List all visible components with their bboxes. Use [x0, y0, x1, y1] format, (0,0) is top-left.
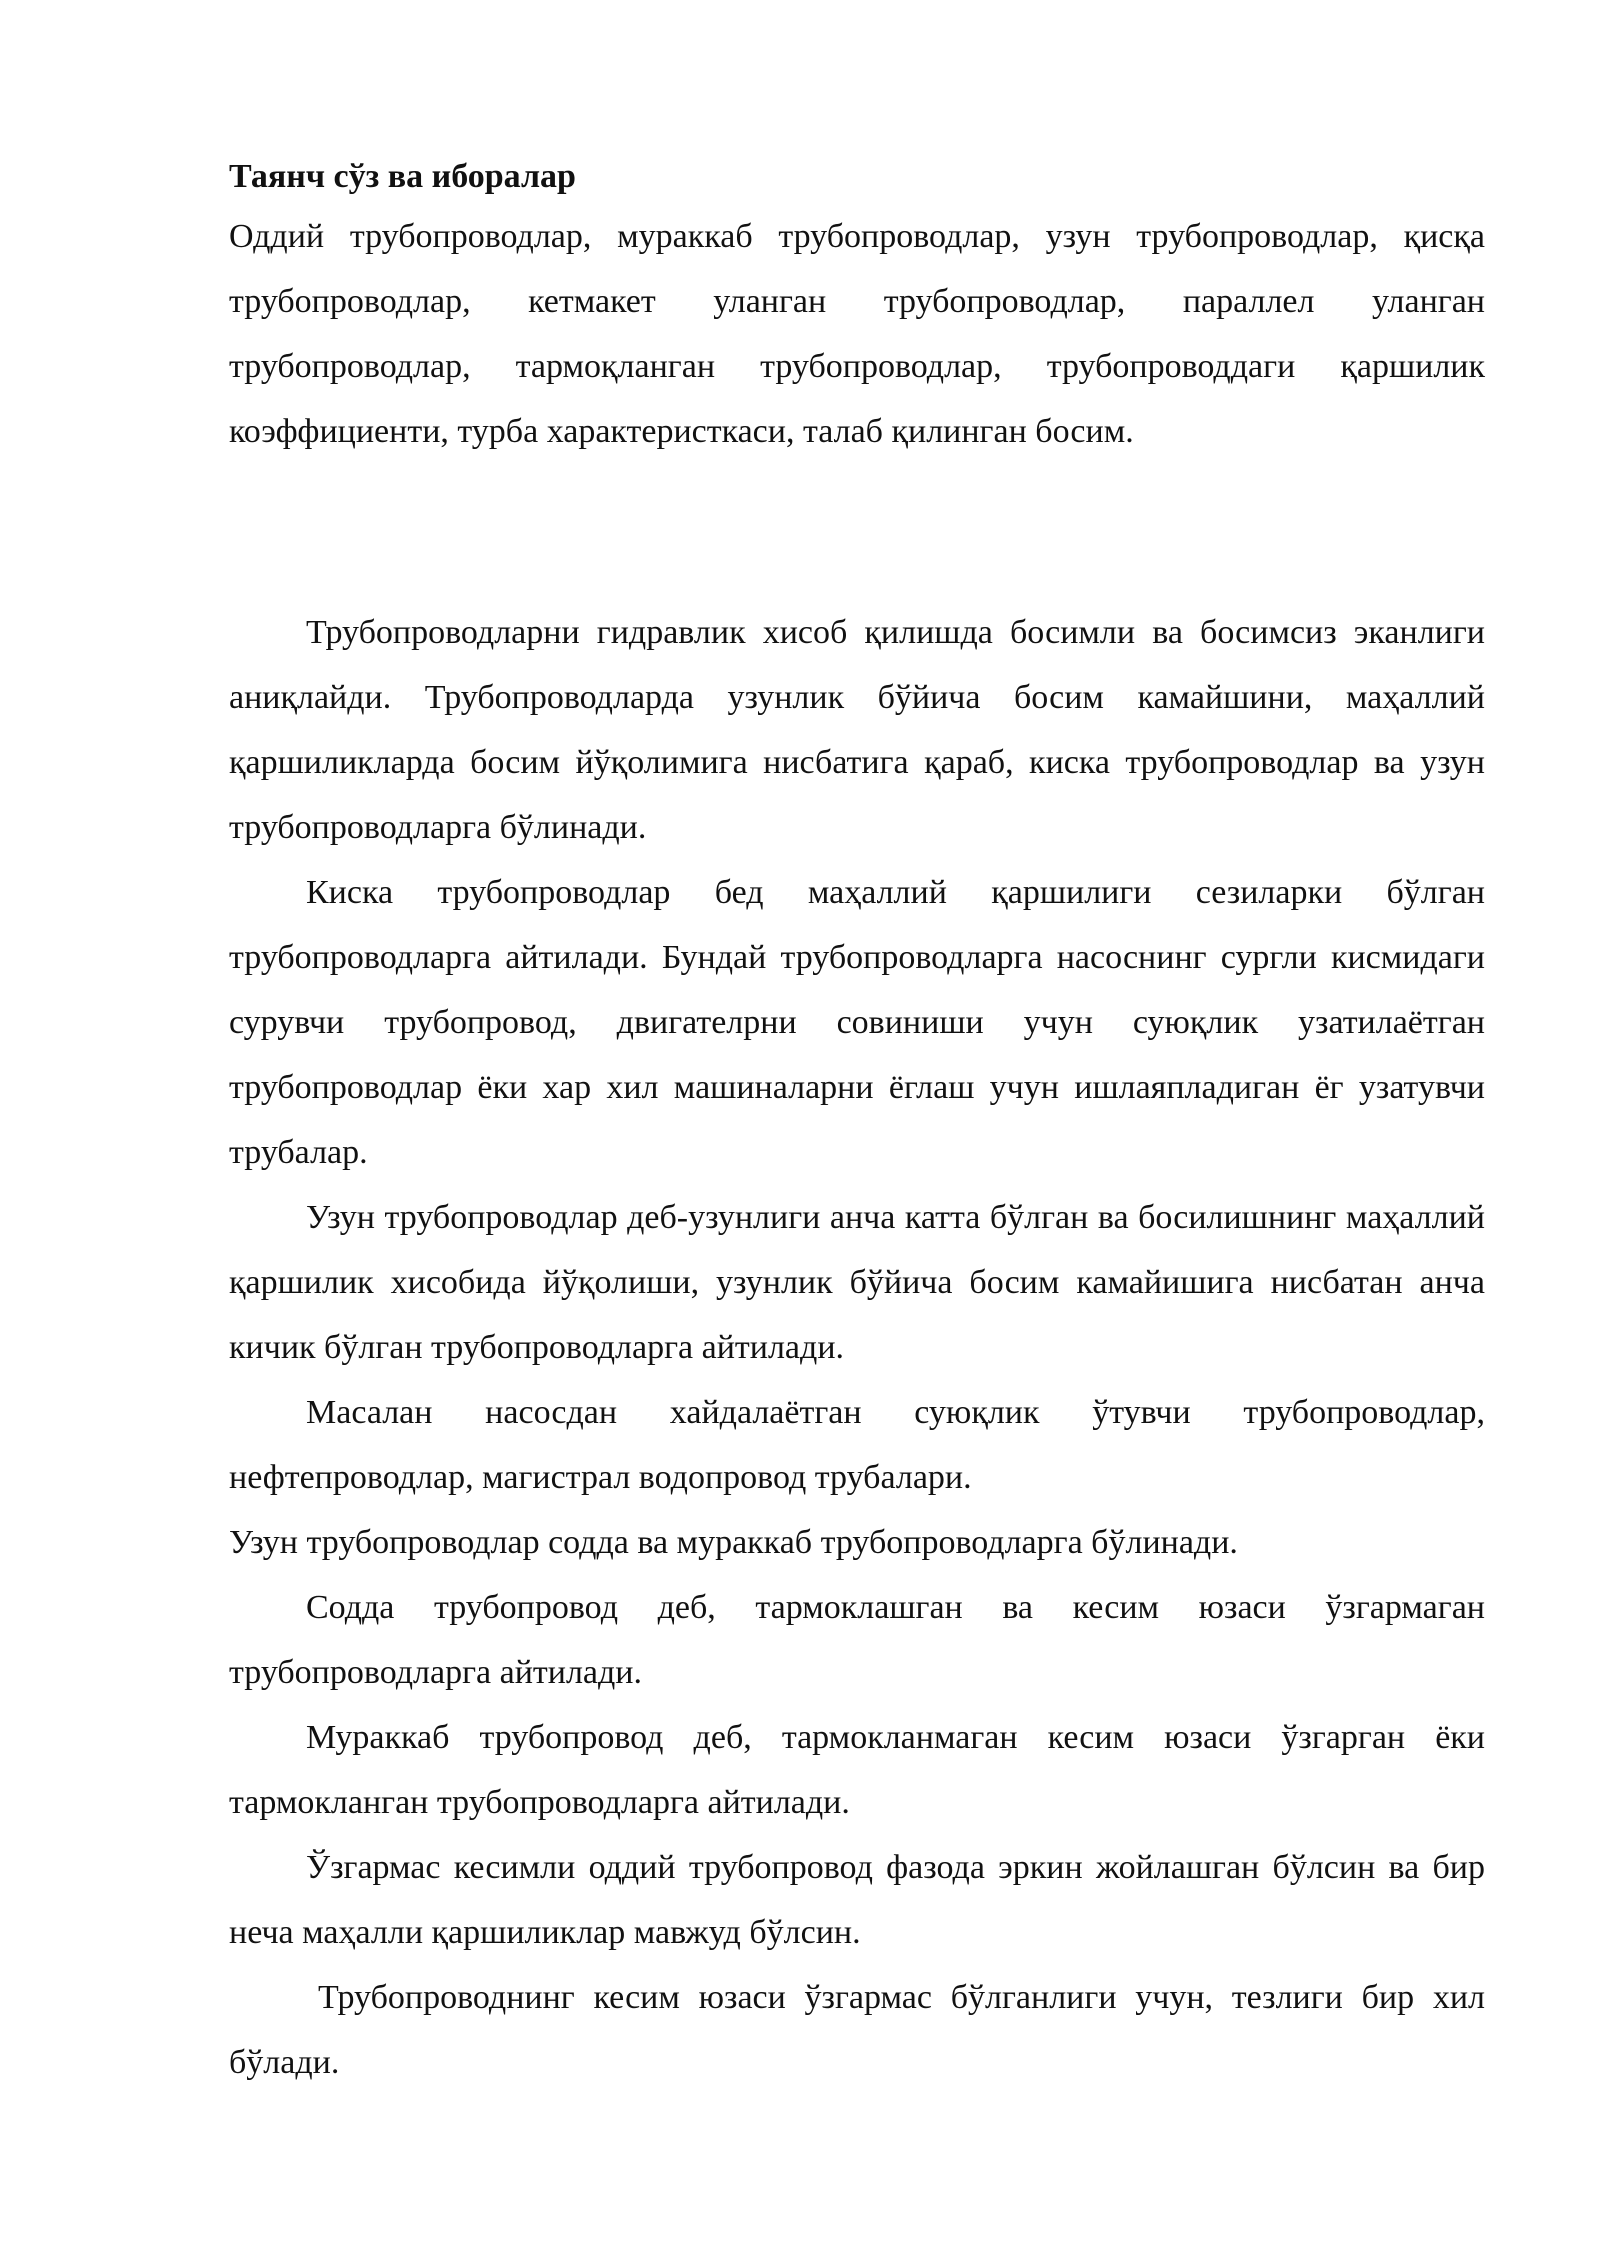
paragraph-long-pipelines: Узун трубопроводлар деб-узунлиги анча катта бўлган ва босилишнинг маҳаллий қаршилик хисобида йўқолиши, узунлик бўйича босим камайишига нисбатан анча кичик бўлган трубопроводларга айтилади.: [229, 1199, 1485, 1366]
keywords-heading: Таянч сўз ва иборалар: [229, 158, 576, 195]
section-spacer: [229, 464, 1485, 600]
paragraph-velocity: Трубопроводнинг кесим юзаси ўзгармас бўлганлиги учун, тезлиги бир хил бўлади.: [229, 1979, 1485, 2081]
document-page: [229, 150, 1485, 2095]
paragraph-long-division: Узун трубопроводлар содда ва мураккаб трубопроводларга бўлинади.: [229, 1524, 1238, 1561]
paragraph-short-pipelines: Киска трубопроводлар бед маҳаллий қаршилиги сезиларки бўлган трубопроводларга айтилади. Бундай трубопроводларга насоснинг сургли кисмидаги сурувчи трубопровод, двигателрни совиниши учун суюқлик узатилаётган трубопроводлар ёки хар хил машиналарни ёглаш учун ишлаяпладиган ёг узатувчи трубалар.: [229, 874, 1485, 1171]
paragraph-hydraulic-calc: Трубопроводларни гидравлик хисоб қилишда босимли ва босимсиз эканлиги аниқлайди. Трубопроводларда узунлик бўйича босим камайшини, маҳаллий қаршиликларда босим йўқолимига нисбатига қараб, киска трубопроводлар ва узун трубопроводларга бўлинади.: [229, 614, 1485, 846]
paragraph-constant-section: Ўзгармас кесимли оддий трубопровод фазода эркин жойлашган бўлсин ва бир неча маҳалли қаршиликлар мавжуд бўлсин.: [229, 1849, 1485, 1951]
paragraph-complex-pipeline: Мураккаб трубопровод деб, тармокланмаган кесим юзаси ўзгарган ёки тармокланган трубопроводларга айтилади.: [229, 1719, 1485, 1821]
paragraph-simple-pipeline: Содда трубопровод деб, тармоклашган ва кесим юзаси ўзгармаган трубопроводларга айтилади.: [229, 1589, 1485, 1691]
paragraph-examples: Масалан насосдан хайдалаётган суюқлик ўтувчи трубопроводлар, нефтепроводлар, магистрал водопровод трубалари.: [229, 1394, 1485, 1496]
keywords-text: Оддий трубопроводлар, мураккаб трубопроводлар, узун трубопроводлар, қисқа трубопроводлар, кетмакет уланган трубопроводлар, параллел уланган трубопроводлар, тармоқланган трубопроводлар, трубопроводдаги қаршилик коэффициенти, турба характеристкаси, талаб қилинган босим.: [229, 218, 1485, 450]
